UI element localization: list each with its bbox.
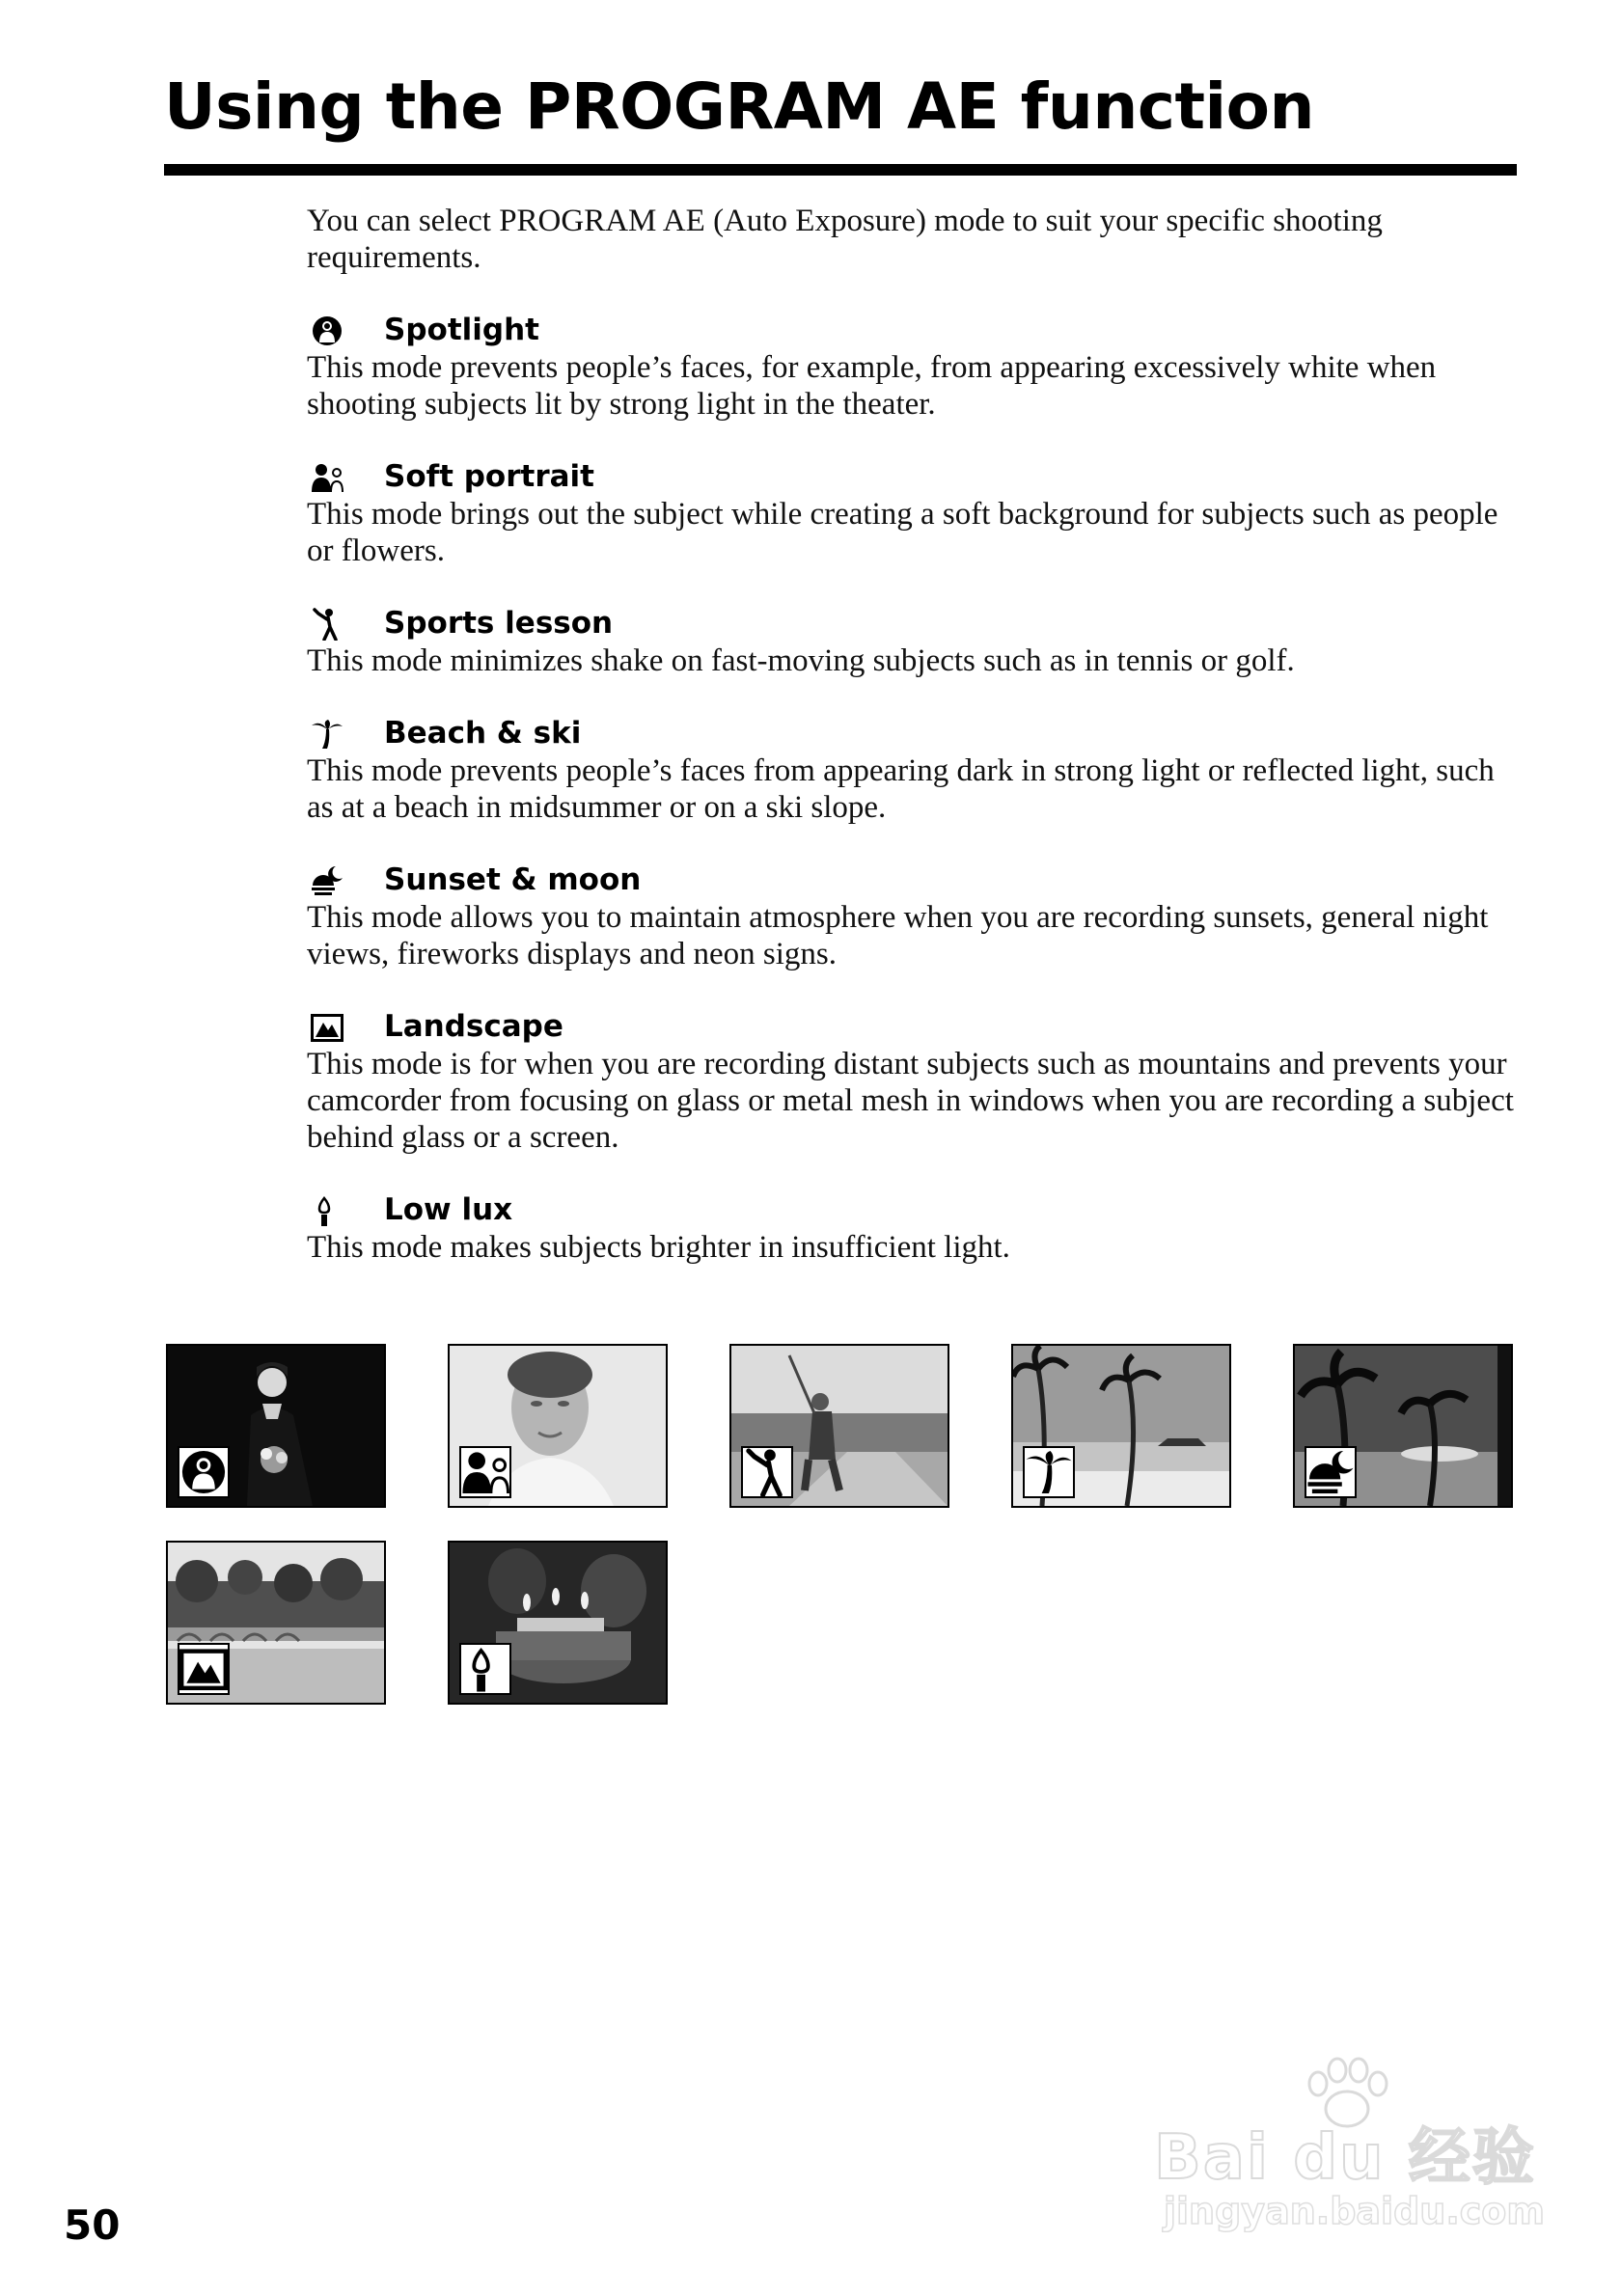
title-rule [164, 164, 1517, 176]
mode-sports-lesson [307, 604, 1523, 679]
mode-beach-ski [307, 714, 1523, 826]
mode-description: This mode prevents people’s faces, for example, from appearing excessively white when shooting subjects lit by strong light in the theater. [307, 350, 1437, 422]
spotlight-photo [166, 1344, 386, 1508]
sports-lesson-icon [311, 608, 343, 641]
sunset-moon-photo [1293, 1344, 1513, 1508]
page-title: Using the PROGRAM AE function [164, 69, 1314, 144]
mode-spotlight [307, 311, 1523, 423]
mode-description: This mode is for when you are recording distant subjects such as mountains and prevents your camcorder from focusing on glass or metal mesh in windows when you are recording a subject behind glass or a screen. [307, 1047, 1514, 1155]
mode-low-lux [307, 1190, 1523, 1266]
main-content [307, 203, 1523, 1300]
mode-landscape [307, 1007, 1523, 1156]
mode-description: This mode brings out the subject while creating a soft background for subjects such as people or flowers. [307, 497, 1498, 568]
mode-soft-portrait [307, 457, 1523, 569]
beach-ski-photo [1011, 1344, 1231, 1508]
beach-ski-icon [311, 718, 343, 751]
landscape-icon [311, 1011, 343, 1044]
mode-name: Soft portrait [384, 459, 594, 494]
mode-name: Landscape [384, 1009, 563, 1044]
intro-paragraph: You can select PROGRAM AE (Auto Exposure) mode to suit your specific shooting requirements. [307, 204, 1383, 275]
mode-name: Spotlight [384, 313, 539, 347]
sports-lesson-photo [729, 1344, 949, 1508]
sunset-moon-icon [1305, 1446, 1357, 1498]
watermark-brand: Bai du 经验 [1154, 2122, 1536, 2194]
mode-description: This mode makes subjects brighter in insufficient light. [307, 1230, 1010, 1265]
mode-description: This mode minimizes shake on fast-moving subjects such as in tennis or golf. [307, 643, 1295, 678]
soft-portrait-icon [311, 461, 343, 494]
landscape-photo [166, 1541, 386, 1705]
low-lux-icon [459, 1643, 511, 1695]
baidu-watermark [1154, 2055, 1559, 2248]
mode-description: This mode prevents people’s faces from appearing dark in strong light or reflected light, such as at a beach in midsummer or on a ski slope. [307, 753, 1495, 825]
sports-lesson-icon [741, 1446, 793, 1498]
beach-ski-icon [1023, 1446, 1075, 1498]
example-photos [166, 1344, 1526, 1710]
mode-name: Sunset & moon [384, 862, 642, 897]
soft-portrait-icon [459, 1446, 511, 1498]
landscape-icon [178, 1643, 230, 1695]
mode-sunset-moon [307, 861, 1523, 972]
page-number: 50 [64, 2201, 121, 2249]
soft-portrait-photo [448, 1344, 668, 1508]
spotlight-icon [178, 1446, 230, 1498]
mode-name: Low lux [384, 1192, 513, 1227]
mode-name: Sports lesson [384, 606, 614, 641]
spotlight-icon [311, 314, 343, 347]
mode-name: Beach & ski [384, 716, 582, 751]
watermark-url: jingyan.baidu.com [1164, 2190, 1545, 2232]
sunset-moon-icon [311, 864, 343, 897]
low-lux-icon [311, 1194, 343, 1227]
mode-description: This mode allows you to maintain atmosphere when you are recording sunsets, general night views, fireworks displays and neon signs. [307, 900, 1489, 971]
low-lux-photo [448, 1541, 668, 1705]
